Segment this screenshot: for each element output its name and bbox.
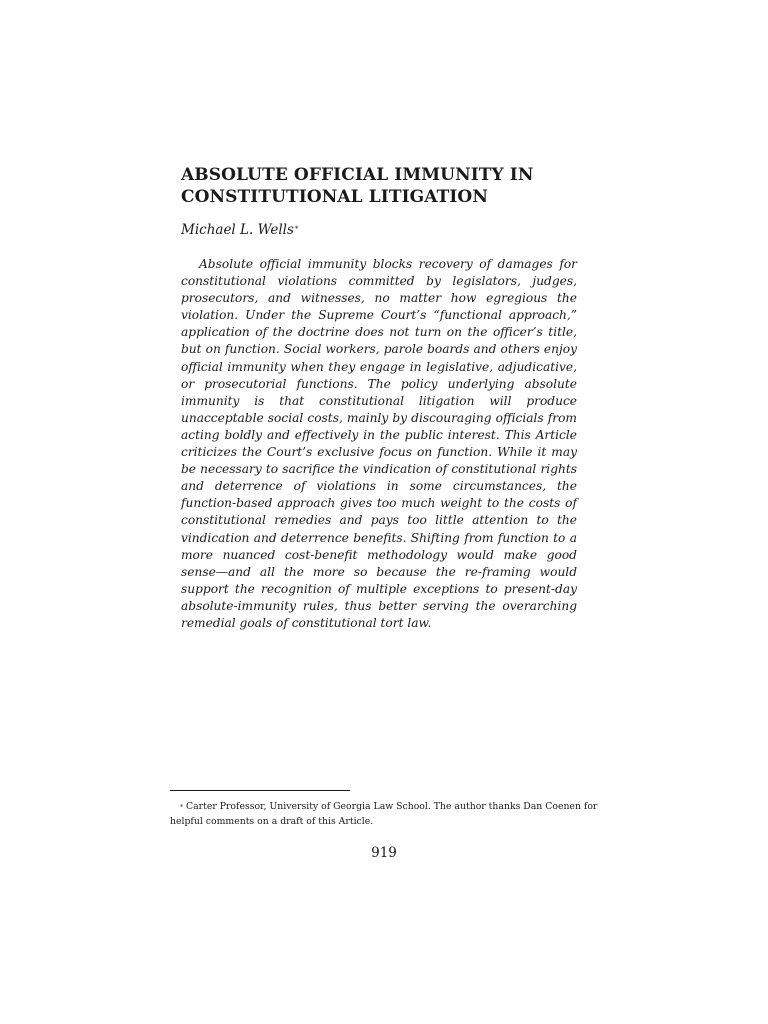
title-line: ABSOLUTE OFFICIAL IMMUNITY IN	[181, 165, 534, 185]
abstract-line: more nuanced cost-benefit methodology would make good	[181, 547, 577, 562]
author-footnote-mark[interactable]: *	[294, 225, 299, 233]
article-title	[181, 164, 601, 208]
footnote-text: Carter Professor, University of Georgia Law School. The author thanks Dan Coenen for	[186, 801, 598, 812]
author-name: Michael L. Wells	[181, 222, 294, 238]
abstract-line: prosecutors, and witnesses, no matter how egregious the	[181, 291, 577, 306]
author-byline	[181, 221, 298, 239]
footnote-line: helpful comments on a draft of this Article.	[170, 816, 374, 827]
abstract-line: remedial goals of constitutional tort law.	[181, 615, 432, 630]
abstract-line: constitutional violations committed by legislators, judges,	[181, 274, 577, 289]
abstract-line: but on function. Social workers, parole boards and others enjoy	[181, 342, 577, 357]
abstract	[181, 256, 577, 632]
abstract-line: absolute-immunity rules, thus better serving the overarching	[181, 598, 577, 613]
abstract-line: or prosecutorial functions. The policy underlying absolute	[181, 376, 577, 391]
abstract-line: be necessary to sacrifice the vindication of constitutional rights	[181, 462, 577, 477]
abstract-line: criticizes the Court’s exclusive focus on function. While it may	[181, 445, 577, 460]
abstract-line: support the recognition of multiple exceptions to present-day	[181, 581, 577, 596]
footnote-mark: *	[180, 804, 183, 811]
abstract-line: acting boldly and effectively in the public interest. This Article	[181, 427, 577, 442]
abstract-line: immunity is that constitutional litigation will produce	[181, 393, 577, 408]
abstract-line: Absolute official immunity blocks recovery of damages for	[199, 257, 577, 271]
abstract-line: function-based approach gives too much weight to the costs of	[181, 496, 577, 511]
footnote-rule	[170, 790, 350, 791]
title-line: CONSTITUTIONAL LITIGATION	[181, 187, 488, 207]
abstract-line: application of the doctrine does not turn on the officer’s title,	[181, 325, 577, 340]
page-number: 919	[371, 845, 397, 861]
abstract-line: and deterrence of violations in some circumstances, the	[181, 479, 577, 494]
abstract-line: sense—and all the more so because the re-framing would	[181, 564, 577, 579]
abstract-line: vindication and deterrence benefits. Shifting from function to a	[181, 530, 577, 545]
footnote-line	[170, 799, 600, 814]
footnote	[170, 799, 600, 829]
abstract-line: violation. Under the Supreme Court’s “functional approach,”	[181, 308, 577, 323]
abstract-line: official immunity when they engage in legislative, adjudicative,	[181, 359, 577, 374]
abstract-line: constitutional remedies and pays too little attention to the	[181, 513, 577, 528]
abstract-line: unacceptable social costs, mainly by discouraging officials from	[181, 410, 577, 425]
